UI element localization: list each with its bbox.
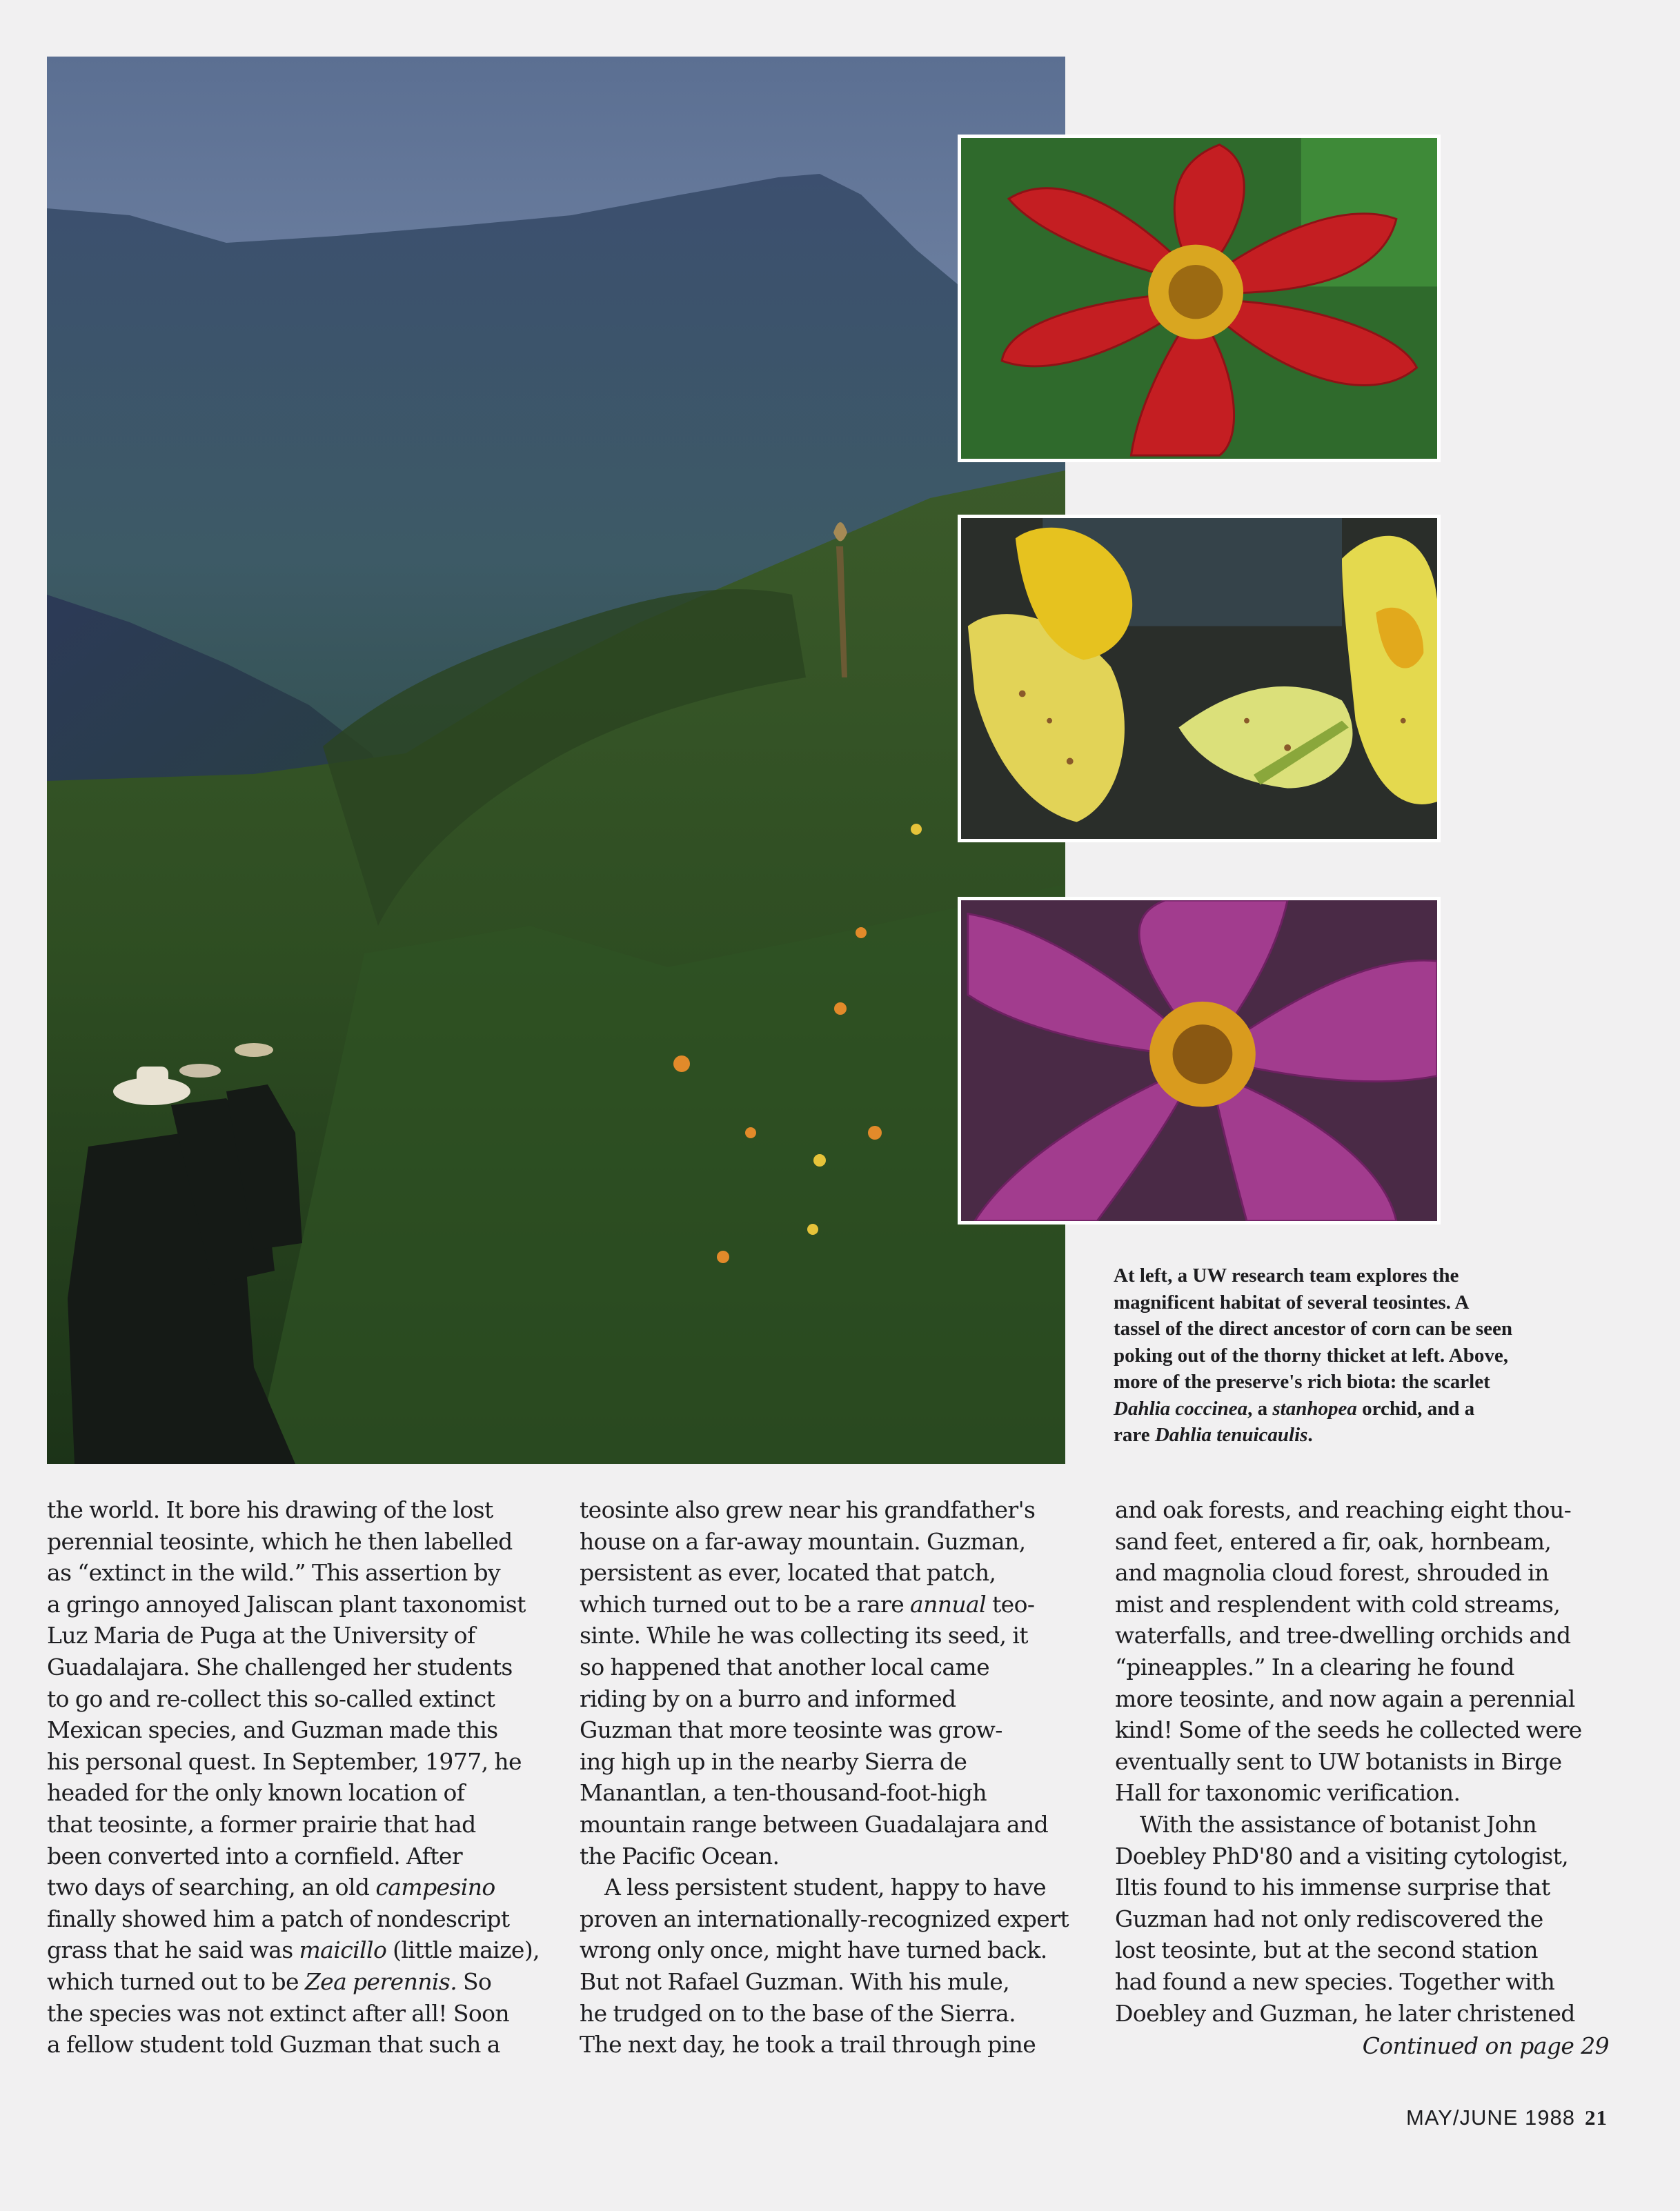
italic-term: Zea perennis. [304,1967,457,1995]
body-text-line: With the assistance of botanist John [1140,1810,1537,1838]
body-text-line: eventually sent to UW botanists in Birge [1115,1747,1562,1775]
body-text-line: the world. It bore his drawing of the lost [47,1496,493,1523]
body-text-line: sand feet, entered a fir, oak, hornbeam, [1115,1527,1552,1555]
body-text-line: been converted into a cornfield. After [47,1842,463,1870]
body-text-line: more teosinte, and now again a perennial [1115,1685,1575,1712]
body-text-line: as “extinct in the wild.” This assertion by [47,1559,501,1587]
body-text-line: finally showed him a patch of nondescript [47,1905,510,1932]
caption-line: more of the preserve's rich biota: the scarlet [1114,1371,1490,1393]
body-text-line: teosinte also grew near his grandfather's [580,1496,1036,1523]
body-text-fragment: which turned out to be a rare [580,1590,911,1618]
body-text-line: that teosinte, a former prairie that had [47,1810,476,1838]
italic-term: maicillo [299,1936,387,1964]
body-text-column-2 [580,1494,1087,2061]
body-text-line: the species was not extinct after all! Soon [47,1999,510,2027]
body-text-fragment: grass that he said was [47,1936,299,1964]
body-text-line: he trudged on to the base of the Sierra. [580,1999,1016,2027]
body-text-line [47,1872,554,1903]
body-text-line: Guadalajara. She challenged her students [47,1653,513,1680]
caption-species-name: Dahlia coccinea [1114,1397,1248,1420]
body-text-line: Iltis found to his immense surprise that [1115,1874,1550,1901]
caption-species-name: stanhopea [1272,1397,1357,1420]
dahlia-tenuicaulis-photo [958,897,1441,1225]
body-text-line [47,1934,554,1966]
body-text-line: his personal quest. In September, 1977, he [47,1747,522,1775]
continued-note: Continued on page 29 [1362,2032,1609,2059]
body-text-line: had found a new species. Together with [1115,1967,1555,1995]
caption-line: poking out of the thorny thicket at left. Above, [1114,1344,1508,1367]
body-text-line: riding by on a burro and informed [580,1685,956,1712]
body-text-fragment: which turned out to be [47,1967,305,1995]
body-text-line: and oak forests, and reaching eight thou- [1115,1496,1572,1523]
body-text-line: Doebley and Guzman, he later christened [1115,1999,1575,2027]
scarlet-dahlia-photo [958,135,1441,462]
caption-text: rare [1114,1424,1155,1446]
body-text-line: Manantlan, a ten-thousand-foot-high [580,1779,987,1807]
page-footer [1304,2105,1608,2130]
body-text-line: kind! Some of the seeds he collected were [1115,1716,1582,1744]
body-text-line: persistent as ever, located that patch, [580,1559,996,1587]
body-text-line: waterfalls, and tree-dwelling orchids and [1115,1622,1571,1649]
body-text-line: a fellow student told Guzman that such a [47,2031,500,2059]
caption-line [1114,1422,1583,1449]
body-text-line: so happened that another local came [580,1653,990,1680]
body-text-fragment: So [457,1967,492,1995]
body-text-fragment: two days of searching, an old [47,1874,376,1901]
body-text-line: mountain range between Guadalajara and [580,1810,1049,1838]
stanhopea-orchid-photo [958,515,1441,842]
body-text-column-3 [1115,1494,1622,2029]
caption-text: . [1307,1424,1313,1446]
page-number: 21 [1585,2105,1608,2130]
body-text-line: perennial teosinte, which he then labelled [47,1527,513,1555]
body-text-line: wrong only once, might have turned back. [580,1936,1047,1964]
body-text-line: Luz Maria de Puga at the University of [47,1622,475,1649]
caption-species-name: Dahlia tenuicaulis [1154,1424,1308,1446]
body-text-line [580,1589,1087,1620]
photo-caption [1114,1262,1583,1449]
body-text-line: the Pacific Ocean. [580,1842,780,1870]
caption-line: magnificent habitat of several teosintes. A [1114,1291,1470,1313]
body-text-line: The next day, he took a trail through pine [580,2031,1036,2059]
body-text-line: house on a far-away mountain. Guzman, [580,1527,1026,1555]
caption-text: , a [1247,1397,1273,1420]
italic-term: campesino [375,1874,495,1901]
body-text-line: But not Rafael Guzman. With his mule, [580,1967,1010,1995]
body-text-line: Doebley PhD'80 and a visiting cytologist, [1115,1842,1569,1870]
body-text-fragment: (little maize), [386,1936,540,1964]
body-text-line [47,1966,554,1998]
caption-line: tassel of the direct ancestor of corn can be seen [1114,1318,1513,1340]
body-text-line: “pineapples.” In a clearing he found [1115,1653,1514,1680]
mountain-trail-photo [47,57,1065,1464]
body-text-line: ing high up in the nearby Sierra de [580,1747,967,1775]
body-text-line: and magnolia cloud forest, shrouded in [1115,1559,1549,1587]
issue-date: MAY/JUNE 1988 [1405,2105,1575,2130]
body-text-line: a gringo annoyed Jaliscan plant taxonomist [47,1590,526,1618]
body-text-line: lost teosinte, but at the second station [1115,1936,1538,1964]
body-text-line: Hall for taxonomic verification. [1115,1779,1461,1807]
body-text-line: A less persistent student, happy to have [604,1874,1047,1901]
caption-line [1114,1396,1583,1422]
body-text-column-1 [47,1494,554,2061]
caption-line: At left, a UW research team explores the [1114,1265,1459,1287]
body-text-line: to go and re-collect this so-called extinct [47,1685,495,1712]
body-text-line: Guzman had not only rediscovered the [1115,1905,1543,1932]
body-text-line: headed for the only known location of [47,1779,465,1807]
body-text-line: proven an internationally-recognized expert [580,1905,1069,1932]
body-text-line: sinte. While he was collecting its seed, it [580,1622,1028,1649]
caption-text: orchid, and a [1356,1397,1475,1420]
body-text-line: Guzman that more teosinte was grow- [580,1716,1002,1744]
body-text-line: mist and resplendent with cold streams, [1115,1590,1561,1618]
body-text-line: Mexican species, and Guzman made this [47,1716,498,1744]
italic-term: annual [910,1590,987,1618]
body-text-fragment: teo- [986,1590,1035,1618]
